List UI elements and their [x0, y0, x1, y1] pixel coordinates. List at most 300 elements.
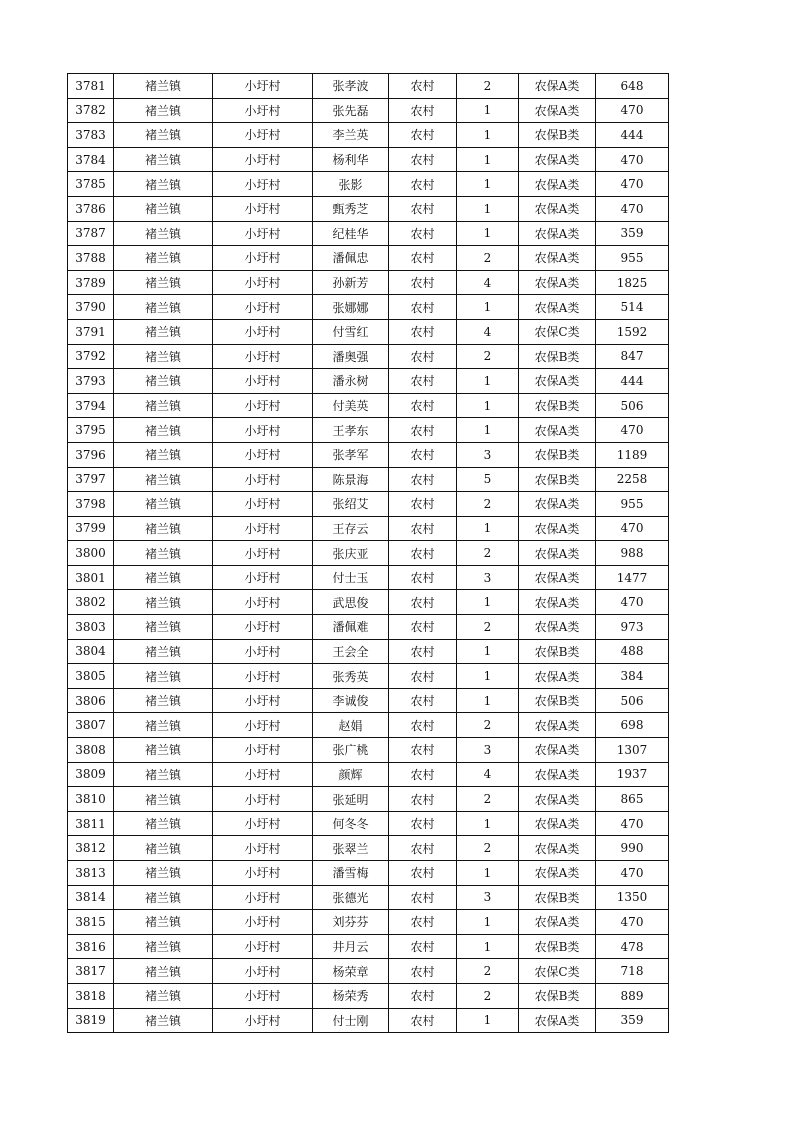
cell-index: 3805: [68, 664, 114, 689]
cell-village: 小圩村: [213, 811, 313, 836]
cell-village: 小圩村: [213, 983, 313, 1008]
cell-area-type: 农村: [389, 270, 457, 295]
cell-amount: 847: [596, 344, 669, 369]
cell-village: 小圩村: [213, 172, 313, 197]
cell-village: 小圩村: [213, 565, 313, 590]
cell-town: 褚兰镇: [114, 713, 213, 738]
cell-insurance-category: 农保A类: [519, 787, 596, 812]
cell-town: 褚兰镇: [114, 787, 213, 812]
cell-area-type: 农村: [389, 811, 457, 836]
cell-village: 小圩村: [213, 74, 313, 99]
cell-town: 褚兰镇: [114, 1008, 213, 1033]
table-row: [68, 492, 669, 517]
cell-town: 褚兰镇: [114, 270, 213, 295]
cell-insurance-category: 农保A类: [519, 738, 596, 763]
cell-household-size: 1: [457, 295, 519, 320]
cell-area-type: 农村: [389, 196, 457, 221]
cell-area-type: 农村: [389, 369, 457, 394]
cell-village: 小圩村: [213, 270, 313, 295]
cell-amount: 470: [596, 861, 669, 886]
cell-household-size: 2: [457, 492, 519, 517]
cell-name: 张庆亚: [313, 541, 389, 566]
cell-index: 3795: [68, 418, 114, 443]
cell-village: 小圩村: [213, 492, 313, 517]
cell-area-type: 农村: [389, 959, 457, 984]
table-row: [68, 983, 669, 1008]
cell-name: 付美英: [313, 393, 389, 418]
cell-village: 小圩村: [213, 147, 313, 172]
cell-name: 张孝军: [313, 442, 389, 467]
cell-index: 3789: [68, 270, 114, 295]
cell-insurance-category: 农保C类: [519, 319, 596, 344]
cell-insurance-category: 农保A类: [519, 910, 596, 935]
cell-village: 小圩村: [213, 959, 313, 984]
table-row: [68, 344, 669, 369]
table-row: [68, 221, 669, 246]
cell-amount: 1937: [596, 762, 669, 787]
cell-index: 3810: [68, 787, 114, 812]
cell-insurance-category: 农保A类: [519, 147, 596, 172]
cell-village: 小圩村: [213, 369, 313, 394]
cell-name: 颜辉: [313, 762, 389, 787]
table-row: [68, 713, 669, 738]
cell-area-type: 农村: [389, 910, 457, 935]
cell-amount: 1350: [596, 885, 669, 910]
cell-village: 小圩村: [213, 688, 313, 713]
cell-insurance-category: 农保A类: [519, 196, 596, 221]
cell-amount: 506: [596, 688, 669, 713]
cell-insurance-category: 农保B类: [519, 393, 596, 418]
cell-name: 张孝波: [313, 74, 389, 99]
cell-insurance-category: 农保A类: [519, 295, 596, 320]
cell-area-type: 农村: [389, 516, 457, 541]
cell-amount: 384: [596, 664, 669, 689]
table-row: [68, 541, 669, 566]
table-row: [68, 738, 669, 763]
cell-household-size: 3: [457, 738, 519, 763]
cell-index: 3796: [68, 442, 114, 467]
cell-index: 3793: [68, 369, 114, 394]
table-row: [68, 664, 669, 689]
records-table: [67, 73, 669, 1033]
cell-town: 褚兰镇: [114, 934, 213, 959]
cell-index: 3811: [68, 811, 114, 836]
table-row: [68, 319, 669, 344]
cell-index: 3788: [68, 246, 114, 271]
cell-amount: 470: [596, 98, 669, 123]
cell-insurance-category: 农保A类: [519, 369, 596, 394]
cell-household-size: 2: [457, 713, 519, 738]
cell-amount: 955: [596, 246, 669, 271]
cell-town: 褚兰镇: [114, 147, 213, 172]
cell-name: 武思俊: [313, 590, 389, 615]
cell-household-size: 1: [457, 172, 519, 197]
cell-village: 小圩村: [213, 910, 313, 935]
cell-amount: 488: [596, 639, 669, 664]
table-row: [68, 910, 669, 935]
cell-name: 潘雪梅: [313, 861, 389, 886]
cell-town: 褚兰镇: [114, 615, 213, 640]
cell-index: 3792: [68, 344, 114, 369]
cell-area-type: 农村: [389, 1008, 457, 1033]
cell-name: 杨荣秀: [313, 983, 389, 1008]
cell-area-type: 农村: [389, 541, 457, 566]
cell-village: 小圩村: [213, 221, 313, 246]
cell-town: 褚兰镇: [114, 172, 213, 197]
cell-village: 小圩村: [213, 787, 313, 812]
cell-index: 3782: [68, 98, 114, 123]
cell-name: 孙新芳: [313, 270, 389, 295]
cell-name: 付士刚: [313, 1008, 389, 1033]
cell-village: 小圩村: [213, 442, 313, 467]
table-row: [68, 467, 669, 492]
cell-amount: 990: [596, 836, 669, 861]
cell-index: 3819: [68, 1008, 114, 1033]
cell-index: 3817: [68, 959, 114, 984]
cell-town: 褚兰镇: [114, 885, 213, 910]
cell-household-size: 1: [457, 98, 519, 123]
cell-name: 张影: [313, 172, 389, 197]
cell-village: 小圩村: [213, 664, 313, 689]
cell-village: 小圩村: [213, 615, 313, 640]
cell-name: 张先磊: [313, 98, 389, 123]
cell-insurance-category: 农保A类: [519, 762, 596, 787]
cell-insurance-category: 农保B类: [519, 467, 596, 492]
cell-name: 张翠兰: [313, 836, 389, 861]
cell-amount: 698: [596, 713, 669, 738]
cell-household-size: 5: [457, 467, 519, 492]
cell-area-type: 农村: [389, 762, 457, 787]
cell-insurance-category: 农保A类: [519, 811, 596, 836]
table-row: [68, 762, 669, 787]
cell-insurance-category: 农保A类: [519, 270, 596, 295]
cell-insurance-category: 农保B类: [519, 639, 596, 664]
cell-index: 3814: [68, 885, 114, 910]
cell-area-type: 农村: [389, 246, 457, 271]
cell-index: 3786: [68, 196, 114, 221]
cell-town: 褚兰镇: [114, 910, 213, 935]
cell-index: 3797: [68, 467, 114, 492]
cell-village: 小圩村: [213, 98, 313, 123]
cell-village: 小圩村: [213, 934, 313, 959]
cell-town: 褚兰镇: [114, 664, 213, 689]
cell-name: 张绍艾: [313, 492, 389, 517]
table-row: [68, 934, 669, 959]
cell-village: 小圩村: [213, 590, 313, 615]
cell-area-type: 农村: [389, 123, 457, 148]
cell-town: 褚兰镇: [114, 221, 213, 246]
cell-index: 3816: [68, 934, 114, 959]
cell-amount: 514: [596, 295, 669, 320]
cell-insurance-category: 农保A类: [519, 516, 596, 541]
cell-name: 王孝东: [313, 418, 389, 443]
cell-area-type: 农村: [389, 221, 457, 246]
cell-household-size: 3: [457, 565, 519, 590]
cell-household-size: 1: [457, 123, 519, 148]
cell-town: 褚兰镇: [114, 836, 213, 861]
cell-household-size: 1: [457, 516, 519, 541]
cell-insurance-category: 农保A类: [519, 713, 596, 738]
cell-village: 小圩村: [213, 467, 313, 492]
cell-index: 3794: [68, 393, 114, 418]
cell-area-type: 农村: [389, 565, 457, 590]
cell-household-size: 1: [457, 369, 519, 394]
cell-area-type: 农村: [389, 98, 457, 123]
cell-name: 刘芬芬: [313, 910, 389, 935]
table-row: [68, 787, 669, 812]
table-row: [68, 295, 669, 320]
cell-amount: 1189: [596, 442, 669, 467]
cell-amount: 1477: [596, 565, 669, 590]
cell-town: 褚兰镇: [114, 983, 213, 1008]
cell-insurance-category: 农保A类: [519, 565, 596, 590]
cell-household-size: 1: [457, 664, 519, 689]
cell-town: 褚兰镇: [114, 639, 213, 664]
cell-name: 潘佩难: [313, 615, 389, 640]
cell-household-size: 2: [457, 74, 519, 99]
cell-household-size: 1: [457, 147, 519, 172]
cell-village: 小圩村: [213, 713, 313, 738]
cell-index: 3801: [68, 565, 114, 590]
cell-name: 张秀英: [313, 664, 389, 689]
cell-household-size: 2: [457, 959, 519, 984]
cell-household-size: 2: [457, 246, 519, 271]
cell-insurance-category: 农保B类: [519, 688, 596, 713]
cell-index: 3785: [68, 172, 114, 197]
cell-town: 褚兰镇: [114, 688, 213, 713]
cell-amount: 470: [596, 590, 669, 615]
cell-household-size: 2: [457, 836, 519, 861]
cell-amount: 470: [596, 418, 669, 443]
cell-name: 付士玉: [313, 565, 389, 590]
table-row: [68, 172, 669, 197]
cell-name: 付雪红: [313, 319, 389, 344]
cell-area-type: 农村: [389, 590, 457, 615]
cell-name: 张广桃: [313, 738, 389, 763]
table-row: [68, 565, 669, 590]
cell-amount: 470: [596, 910, 669, 935]
cell-area-type: 农村: [389, 467, 457, 492]
cell-name: 王存云: [313, 516, 389, 541]
cell-area-type: 农村: [389, 492, 457, 517]
table-body: [68, 74, 669, 1033]
cell-town: 褚兰镇: [114, 393, 213, 418]
cell-index: 3799: [68, 516, 114, 541]
cell-area-type: 农村: [389, 74, 457, 99]
cell-area-type: 农村: [389, 713, 457, 738]
cell-name: 杨荣章: [313, 959, 389, 984]
cell-village: 小圩村: [213, 516, 313, 541]
cell-area-type: 农村: [389, 615, 457, 640]
cell-index: 3783: [68, 123, 114, 148]
cell-index: 3809: [68, 762, 114, 787]
cell-village: 小圩村: [213, 196, 313, 221]
cell-household-size: 1: [457, 221, 519, 246]
cell-area-type: 农村: [389, 639, 457, 664]
cell-name: 何冬冬: [313, 811, 389, 836]
table-row: [68, 639, 669, 664]
cell-name: 张娜娜: [313, 295, 389, 320]
cell-area-type: 农村: [389, 319, 457, 344]
table-row: [68, 196, 669, 221]
table-row: [68, 246, 669, 271]
cell-index: 3781: [68, 74, 114, 99]
cell-insurance-category: 农保A类: [519, 221, 596, 246]
cell-amount: 359: [596, 221, 669, 246]
cell-household-size: 1: [457, 688, 519, 713]
cell-name: 纪桂华: [313, 221, 389, 246]
cell-amount: 359: [596, 1008, 669, 1033]
cell-insurance-category: 农保A类: [519, 418, 596, 443]
cell-amount: 865: [596, 787, 669, 812]
cell-insurance-category: 农保A类: [519, 590, 596, 615]
cell-village: 小圩村: [213, 1008, 313, 1033]
cell-area-type: 农村: [389, 295, 457, 320]
cell-household-size: 4: [457, 319, 519, 344]
cell-area-type: 农村: [389, 393, 457, 418]
cell-amount: 470: [596, 147, 669, 172]
cell-village: 小圩村: [213, 123, 313, 148]
cell-name: 潘永树: [313, 369, 389, 394]
cell-name: 张延明: [313, 787, 389, 812]
cell-area-type: 农村: [389, 147, 457, 172]
cell-insurance-category: 农保A类: [519, 172, 596, 197]
cell-town: 褚兰镇: [114, 196, 213, 221]
cell-amount: 1825: [596, 270, 669, 295]
table-row: [68, 442, 669, 467]
cell-town: 褚兰镇: [114, 861, 213, 886]
cell-village: 小圩村: [213, 738, 313, 763]
cell-name: 陈景海: [313, 467, 389, 492]
cell-insurance-category: 农保A类: [519, 861, 596, 886]
cell-town: 褚兰镇: [114, 295, 213, 320]
cell-household-size: 1: [457, 861, 519, 886]
cell-household-size: 2: [457, 344, 519, 369]
cell-household-size: 3: [457, 885, 519, 910]
table-row: [68, 590, 669, 615]
cell-name: 张德光: [313, 885, 389, 910]
cell-amount: 955: [596, 492, 669, 517]
cell-index: 3800: [68, 541, 114, 566]
cell-index: 3802: [68, 590, 114, 615]
cell-insurance-category: 农保B类: [519, 934, 596, 959]
cell-name: 李兰英: [313, 123, 389, 148]
cell-town: 褚兰镇: [114, 516, 213, 541]
cell-area-type: 农村: [389, 934, 457, 959]
cell-index: 3813: [68, 861, 114, 886]
cell-amount: 478: [596, 934, 669, 959]
cell-name: 杨利华: [313, 147, 389, 172]
cell-village: 小圩村: [213, 762, 313, 787]
cell-village: 小圩村: [213, 885, 313, 910]
cell-village: 小圩村: [213, 836, 313, 861]
cell-index: 3808: [68, 738, 114, 763]
table-row: [68, 885, 669, 910]
cell-name: 王会全: [313, 639, 389, 664]
cell-name: 李诚俊: [313, 688, 389, 713]
cell-town: 褚兰镇: [114, 418, 213, 443]
table-row: [68, 516, 669, 541]
cell-village: 小圩村: [213, 418, 313, 443]
cell-insurance-category: 农保A类: [519, 836, 596, 861]
cell-village: 小圩村: [213, 246, 313, 271]
table-row: [68, 393, 669, 418]
cell-town: 褚兰镇: [114, 959, 213, 984]
cell-index: 3818: [68, 983, 114, 1008]
cell-village: 小圩村: [213, 393, 313, 418]
cell-household-size: 1: [457, 590, 519, 615]
cell-town: 褚兰镇: [114, 762, 213, 787]
cell-town: 褚兰镇: [114, 344, 213, 369]
cell-area-type: 农村: [389, 664, 457, 689]
table-row: [68, 688, 669, 713]
cell-area-type: 农村: [389, 344, 457, 369]
cell-area-type: 农村: [389, 738, 457, 763]
cell-area-type: 农村: [389, 983, 457, 1008]
cell-household-size: 1: [457, 811, 519, 836]
cell-town: 褚兰镇: [114, 467, 213, 492]
cell-town: 褚兰镇: [114, 565, 213, 590]
cell-household-size: 4: [457, 762, 519, 787]
cell-household-size: 1: [457, 910, 519, 935]
cell-index: 3807: [68, 713, 114, 738]
cell-area-type: 农村: [389, 885, 457, 910]
cell-amount: 1592: [596, 319, 669, 344]
cell-household-size: 1: [457, 196, 519, 221]
cell-insurance-category: 农保A类: [519, 74, 596, 99]
cell-area-type: 农村: [389, 688, 457, 713]
cell-area-type: 农村: [389, 861, 457, 886]
cell-village: 小圩村: [213, 344, 313, 369]
cell-village: 小圩村: [213, 319, 313, 344]
cell-index: 3787: [68, 221, 114, 246]
cell-index: 3804: [68, 639, 114, 664]
cell-amount: 444: [596, 123, 669, 148]
cell-household-size: 2: [457, 615, 519, 640]
cell-household-size: 1: [457, 393, 519, 418]
cell-insurance-category: 农保A类: [519, 615, 596, 640]
cell-amount: 648: [596, 74, 669, 99]
cell-index: 3806: [68, 688, 114, 713]
cell-insurance-category: 农保A类: [519, 1008, 596, 1033]
cell-amount: 470: [596, 196, 669, 221]
cell-insurance-category: 农保A类: [519, 541, 596, 566]
cell-town: 褚兰镇: [114, 811, 213, 836]
cell-town: 褚兰镇: [114, 98, 213, 123]
cell-amount: 988: [596, 541, 669, 566]
cell-household-size: 2: [457, 983, 519, 1008]
cell-town: 褚兰镇: [114, 369, 213, 394]
table-row: [68, 836, 669, 861]
cell-index: 3798: [68, 492, 114, 517]
cell-household-size: 2: [457, 787, 519, 812]
table-row: [68, 1008, 669, 1033]
cell-index: 3812: [68, 836, 114, 861]
cell-amount: 718: [596, 959, 669, 984]
cell-household-size: 1: [457, 639, 519, 664]
table-row: [68, 74, 669, 99]
cell-town: 褚兰镇: [114, 738, 213, 763]
cell-name: 赵娟: [313, 713, 389, 738]
cell-household-size: 1: [457, 418, 519, 443]
table-row: [68, 861, 669, 886]
cell-index: 3790: [68, 295, 114, 320]
table-row: [68, 959, 669, 984]
cell-area-type: 农村: [389, 836, 457, 861]
cell-village: 小圩村: [213, 295, 313, 320]
cell-town: 褚兰镇: [114, 590, 213, 615]
cell-insurance-category: 农保A类: [519, 246, 596, 271]
